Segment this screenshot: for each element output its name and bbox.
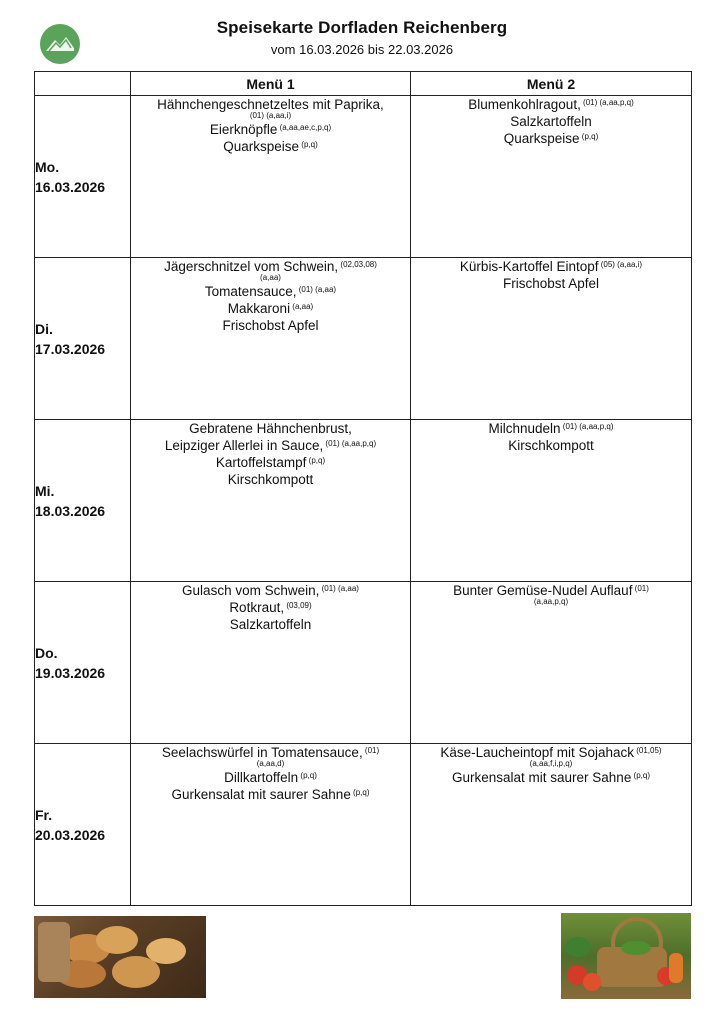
menu1-cell [131, 420, 411, 582]
dish-name: Bunter Gemüse-Nudel Auflauf [453, 583, 633, 598]
dish-name: Frischobst Apfel [222, 318, 319, 333]
menu-row [35, 96, 692, 258]
allergen-codes-wrapped: (01) (a,aa,i) [249, 111, 292, 120]
dish-line [411, 275, 691, 292]
day-cell [35, 582, 131, 744]
dish-name: Frischobst Apfel [502, 276, 600, 291]
menu1-cell [131, 258, 411, 420]
allergen-codes: (a,aa,ae,c,p,q) [277, 123, 332, 132]
dish-line [131, 300, 410, 317]
day-date: 20.03.2026 [35, 826, 106, 843]
day-cell [35, 96, 131, 258]
header-menu1: Menü 1 [131, 72, 411, 96]
dish-name: Eierknöpfle [209, 122, 278, 137]
menu-table [34, 71, 692, 906]
allergen-codes: (01) (a,aa,p,q) [323, 439, 377, 448]
dish-line [411, 420, 691, 437]
dish-line [131, 138, 410, 155]
dish-line [131, 121, 410, 138]
dish-name: Blumenkohlragout, [468, 97, 581, 112]
allergen-codes: (01,05) [634, 746, 662, 755]
menu2-cell [411, 744, 692, 906]
menu2-cell [411, 582, 692, 744]
dish-line [131, 454, 410, 471]
dish-line [131, 283, 410, 300]
day-date: 17.03.2026 [35, 340, 106, 357]
allergen-codes: (p,q) [299, 140, 318, 149]
allergen-codes: (p,q) [579, 132, 599, 141]
allergen-codes: (01) (a,aa) [319, 584, 359, 593]
allergen-codes: (02,03,08) [338, 260, 377, 269]
dish-name: Quarkspeise [223, 139, 300, 154]
menu1-cell [131, 582, 411, 744]
dish-line [131, 420, 410, 437]
dish-name: Käse-Laucheintopf mit Sojahack [440, 745, 635, 760]
dish-name: Leipziger Allerlei in Sauce, [164, 438, 324, 453]
dish-name: Gurkensalat mit saurer Sahne [451, 770, 632, 785]
allergen-codes: (p,q) [631, 771, 650, 780]
dish-line [131, 786, 410, 803]
menu2-cell [411, 96, 692, 258]
allergen-codes: (p,q) [350, 788, 370, 797]
dish-line [411, 130, 691, 147]
dish-name: Makkaroni [227, 301, 291, 316]
dish-name: Dillkartoffeln [224, 770, 299, 785]
menu-row [35, 420, 692, 582]
menu2-cell [411, 420, 692, 582]
allergen-codes: (01) (a,aa) [296, 285, 337, 294]
menu1-cell [131, 744, 411, 906]
allergen-codes: (05) (a,aa,i) [598, 260, 643, 269]
day-name: Di. [35, 320, 53, 337]
header-menu2: Menü 2 [411, 72, 692, 96]
dish-name: Salzkartoffeln [229, 617, 312, 632]
dish-name: Gurkensalat mit saurer Sahne [171, 787, 351, 802]
dish-line [131, 599, 410, 616]
menu-body [35, 96, 692, 906]
allergen-codes: (a,aa) [290, 302, 314, 311]
bread-photo [34, 916, 206, 998]
dish-line [131, 769, 410, 786]
day-name: Mo. [35, 158, 60, 175]
header-empty [35, 72, 131, 96]
day-cell [35, 258, 131, 420]
page-title: Speisekarte Dorfladen Reichenberg [216, 18, 508, 37]
day-date: 19.03.2026 [35, 664, 106, 681]
dish-line [411, 258, 691, 275]
dish-line [131, 317, 410, 334]
dish-line [411, 437, 691, 454]
allergen-codes-wrapped: (a,aa,d) [256, 759, 285, 768]
day-cell [35, 420, 131, 582]
day-date: 16.03.2026 [35, 178, 106, 195]
menu2-cell [411, 258, 692, 420]
allergen-codes-wrapped: (a,aa,p,q) [533, 597, 569, 606]
menu-row [35, 582, 692, 744]
dish-name: Seelachswürfel in Tomatensauce, [161, 745, 363, 760]
dish-line [411, 769, 691, 786]
dish-name: Kartoffelstampf [215, 455, 307, 470]
dish-name: Kirschkompott [227, 472, 314, 487]
dish-line [131, 582, 410, 599]
menu-row [35, 744, 692, 906]
allergen-codes-wrapped: (a,aa) [260, 273, 281, 282]
day-date: 18.03.2026 [35, 502, 106, 519]
dish-line [131, 437, 410, 454]
vegetable-basket-photo [561, 913, 691, 999]
menu1-cell [131, 96, 411, 258]
dish-name: Kirschkompott [508, 438, 594, 453]
allergen-codes: (01) [632, 584, 649, 593]
dish-name: Milchnudeln [488, 421, 561, 436]
dish-name: Tomatensauce, [204, 284, 297, 299]
allergen-codes: (01) [362, 746, 380, 755]
date-range: vom 16.03.2026 bis 22.03.2026 [270, 42, 454, 57]
dish-name: Hähnchengeschnetzeltes mit Paprika, [157, 97, 384, 112]
allergen-codes-wrapped: (a,aa,f,i,p,q) [529, 759, 573, 768]
dish-name: Kürbis-Kartoffel Eintopf [459, 259, 599, 274]
day-name: Fr. [35, 806, 53, 823]
menu-row [35, 258, 692, 420]
dish-name: Jägerschnitzel vom Schwein, [164, 259, 339, 274]
dish-line [411, 113, 691, 130]
dish-line [131, 471, 410, 488]
dish-line [131, 616, 410, 633]
dish-line [411, 96, 691, 113]
allergen-codes: (01) (a,aa,p,q) [560, 422, 614, 431]
allergen-codes: (03,09) [284, 601, 312, 610]
day-cell [35, 744, 131, 906]
allergen-codes: (p,q) [306, 456, 326, 465]
dish-name: Quarkspeise [503, 131, 580, 146]
dish-name: Gulasch vom Schwein, [182, 583, 320, 598]
dish-name: Gebratene Hähnchenbrust, [189, 421, 352, 436]
dish-name: Salzkartoffeln [510, 114, 592, 129]
day-name: Mi. [35, 482, 55, 499]
dish-name: Rotkraut, [229, 600, 285, 615]
allergen-codes: (p,q) [298, 771, 317, 780]
allergen-codes: (01) (a,aa,p,q) [580, 98, 634, 107]
day-name: Do. [35, 644, 58, 661]
